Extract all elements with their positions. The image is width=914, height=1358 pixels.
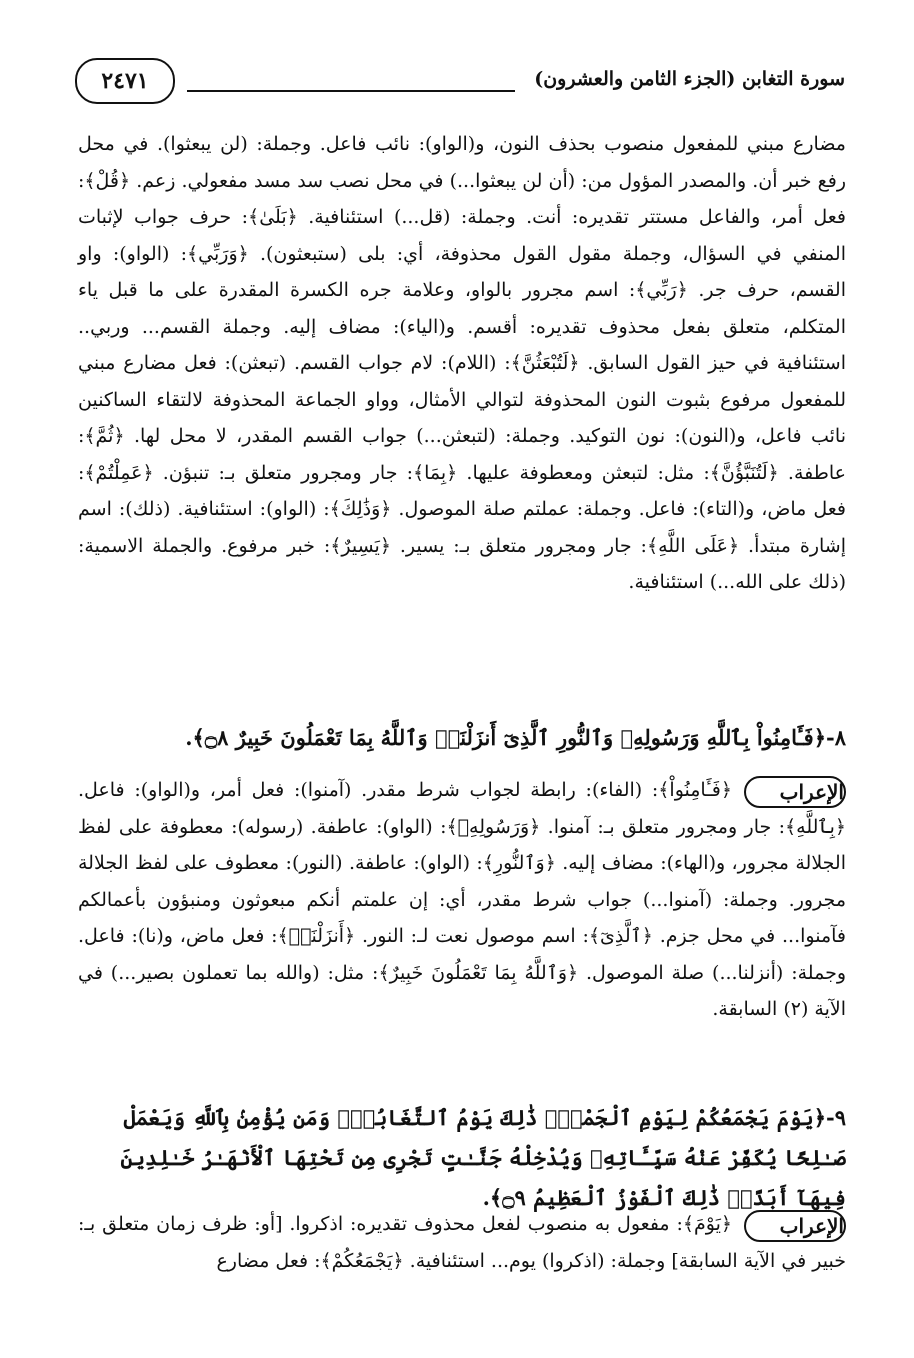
page-header	[75, 58, 845, 106]
irab-section-9	[78, 1206, 846, 1279]
irab-label-badge: الإعراب	[744, 1210, 846, 1242]
verse-8: ٨-﴿فَـَٔامِنُواْ بِٱللَّهِ وَرَسُولِهِۦ وَٱلنُّورِ ٱلَّذِىٓ أَنزَلْنَاۚ وَٱللَّهُ بِمَا تَعْمَلُونَ خَبِيرٌ ۝٨﴾.	[185, 725, 846, 750]
irab-text-8: ﴿فَـَٔامِنُواْ﴾: (الفاء): رابطة لجواب شرط مقدر. (آمنوا): فعل أمر، و(الواو): فاعل. ﴿بِٱللَّهِ﴾: جار ومجرور متعلق بـ: آمنوا. ﴿وَرَسُولِهِۦ﴾: (الواو): عاطفة. (رسوله): معطوفة على لفظ الجلالة مجرور، و(الهاء): مضاف إليه. ﴿وَٱلنُّورِ﴾: (الواو): عاطفة. (النور): معطوف على لفظ الجلالة مجرور. وجملة: (آمنوا...) جواب شرط مقدر، أي: إن علمتم أنكم مبعوثون ومنبؤون بأعمالكم فآمنوا... في محل جزم. ﴿ٱلَّذِىٓ﴾: اسم موصول نعت لـ: النور. ﴿أَنزَلْنَاۚ﴾: فعل ماض، و(نا): فاعل. وجملة: (أنزلنا...) صلة الموصول. ﴿وَٱللَّهُ بِمَا تَعْمَلُونَ خَبِيرٌ﴾: مثل: (والله بما تعملون بصير...) في الآية (٢) السابقة.	[78, 779, 846, 1020]
verse-9: ٩-﴿يَوْمَ يَجْمَعُكُمْ لِيَوْمِ ٱلْجَمْعِۖ ذَٰلِكَ يَوْمُ ٱلتَّغَابُنِۗ وَمَن يُؤْمِنۢ بِٱللَّهِ وَيَعْمَلْ صَـٰلِحًا يُكَفِّرْ عَنْهُ سَيِّـَٔاتِهِۦ وَيُدْخِلْهُ جَنَّـٰتٍ تَجْرِى مِن تَحْتِهَا ٱلْأَنْهَـٰرُ خَـٰلِدِينَ فِيهَآ أَبَدًاۚ ذَٰلِكَ ٱلْفَوْزُ ٱلْعَظِيمُ ۝٩﴾.	[120, 1105, 846, 1210]
irab-label-badge: الإعراب	[744, 776, 846, 808]
irab-text-9: ﴿يَوْمَ﴾: مفعول به منصوب لفعل محذوف تقديره: اذكروا. [أو: ظرف زمان متعلق بـ: خبير في الآية السابقة] وجملة: (اذكروا) يوم... استئنافية. ﴿يَجْمَعُكُمْ﴾: فعل مضارع	[78, 1213, 846, 1272]
running-title: سورة التغابن (الجزء الثامن والعشرون)	[534, 68, 845, 90]
commentary-paragraph-1: مضارع مبني للمفعول منصوب بحذف النون، و(الواو): نائب فاعل. وجملة: (لن يبعثوا). في محل رفع خبر أن. والمصدر المؤول من: (أن لن يبعثوا...) في محل نصب سد مسد مفعولي. زعم. ﴿قُلْ﴾: فعل أمر، والفاعل مستتر تقديره: أنت. وجملة: (قل...) استئنافية. ﴿بَلَىٰ﴾: حرف جواب لإثبات المنفي في السؤال، وجملة مقول القول محذوفة، أي: بلى (ستبعثون). ﴿وَرَبِّي﴾: (الواو): واو القسم، حرف جر. ﴿رَبِّي﴾: اسم مجرور بالواو، وعلامة جره الكسرة المقدرة على ما قبل ياء المتكلم، متعلق بفعل محذوف تقديره: أقسم. و(الياء): مضاف إليه. وجملة القسم... وربي.. استئنافية في حيز القول السابق. ﴿لَتُبْعَثُنَّ﴾: (اللام): لام جواب القسم. (تبعثن): فعل مضارع مبني للمفعول مرفوع بثبوت النون المحذوفة لتوالي الأمثال، وواو الجماعة المحذوفة لالتقاء الساكنين نائب فاعل، و(النون): نون التوكيد. وجملة: (لتبعثن...) جواب القسم المقدر، لا محل لها. ﴿ثُمَّ﴾: عاطفة. ﴿لَتُنَبَّؤُنَّ﴾: مثل: لتبعثن ومعطوفة عليها. ﴿بِمَا﴾: جار ومجرور متعلق بـ: تنبؤن. ﴿عَمِلْتُمْ﴾: فعل ماض، و(التاء): فاعل. وجملة: عملتم صلة الموصول. ﴿وَذَٰلِكَ﴾: (الواو): استئنافية. (ذلك): اسم إشارة مبتدأ. ﴿عَلَى اللَّهِ﴾: جار ومجرور متعلق بـ: يسير. ﴿يَسِيرٌ﴾: خبر مرفوع. والجملة الاسمية: (ذلك على الله...) استئنافية.	[78, 133, 846, 593]
irab-section-8	[78, 772, 846, 1028]
header-rule	[187, 90, 515, 92]
page-number: ٢٤٧١	[75, 58, 175, 104]
